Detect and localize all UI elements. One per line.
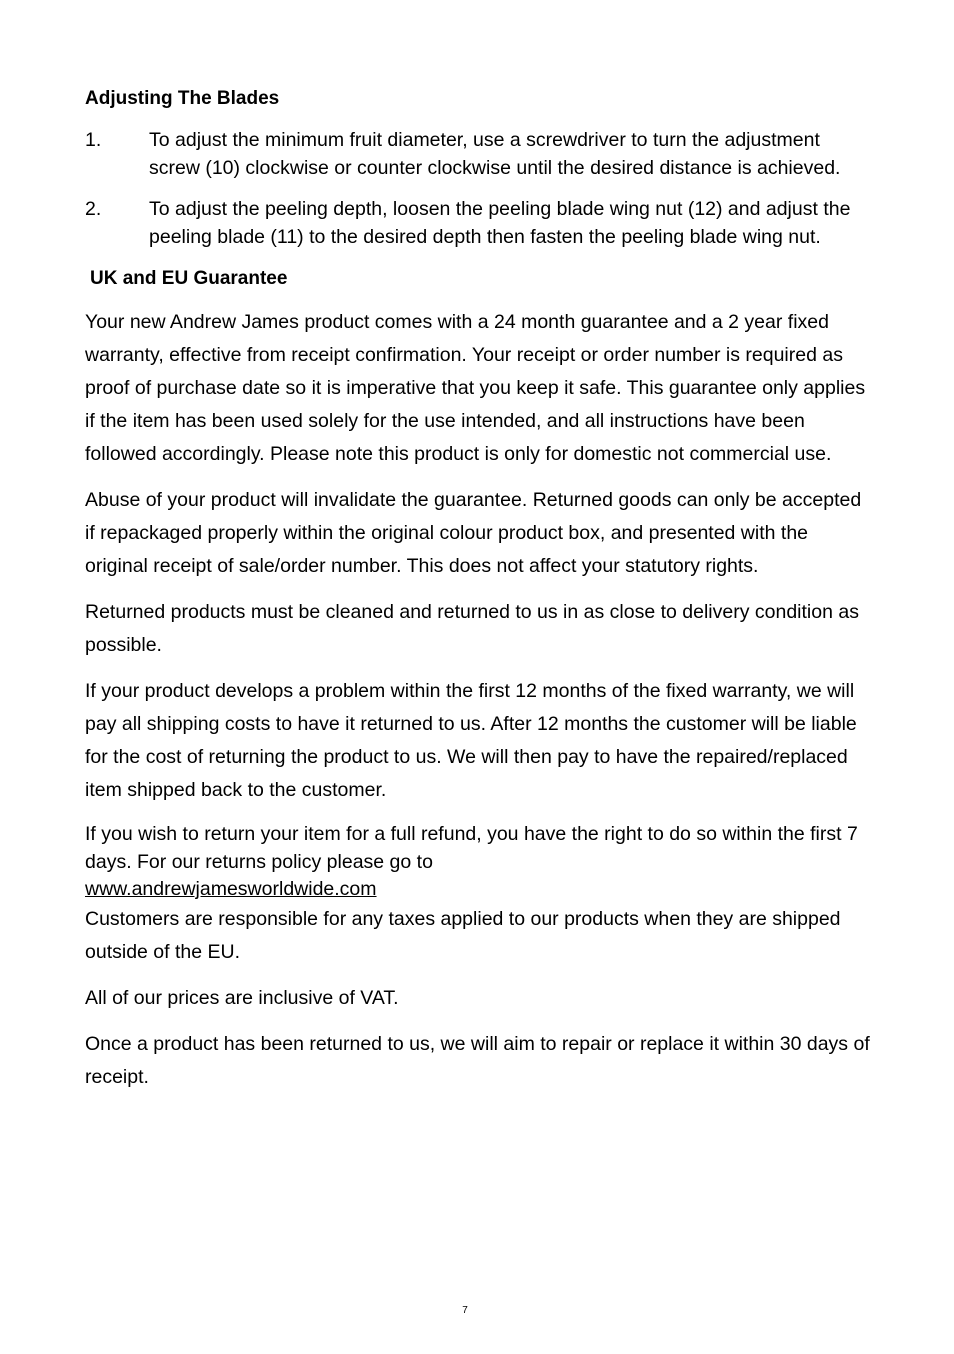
shipping-costs-paragraph: If your product develops a problem within the first 12 months of the fixed warranty, we will pay all shipping costs to have it returned to us. After 12 months the customer will be liable for the cost of returning the product to us. We will then pay to have the repaired/replaced item shipped back to the customer. [85,680,857,801]
step-text: To adjust the peeling depth, loosen the peeling blade wing nut (12) and adjust the peeling blade (11) to the desired depth then fasten the peeling blade wing nut. [149,198,851,248]
website-link[interactable]: www.andrewjamesworldwide.com [85,878,377,900]
step-item [85,196,870,251]
document-page [85,85,870,1107]
adjusting-blades-heading: Adjusting The Blades [85,88,280,109]
refund-paragraph: If you wish to return your item for a full refund, you have the right to do so within the first 7 days. For our returns policy please go to [85,823,858,873]
taxes-paragraph: Customers are responsible for any taxes applied to our products when they are shipped outside of the EU. [85,908,841,963]
step-number: 1. [85,129,102,151]
returned-products-paragraph: Returned products must be cleaned and returned to us in as close to delivery condition as possible. [85,601,859,656]
vat-paragraph: All of our prices are inclusive of VAT. [85,987,399,1009]
refund-block [85,820,870,969]
guarantee-paragraph: Your new Andrew James product comes with a 24 month guarantee and a 2 year fixed warranty, effective from receipt confirmation. Your receipt or order number is required as proof of purchase date so it is imperative that you keep it safe. This guarantee only applies if the item has been used solely for the use intended, and all instructions have been followed accordingly. Please note this product is only for domestic not commercial use. [85,311,866,465]
repair-paragraph: Once a product has been returned to us, we will aim to repair or replace it within 30 days of receipt. [85,1033,870,1088]
guarantee-heading: UK and EU Guarantee [90,268,288,289]
step-number: 2. [85,198,102,220]
step-item [85,127,870,182]
page-number: 7 [462,1305,468,1316]
abuse-paragraph: Abuse of your product will invalidate the guarantee. Returned goods can only be accepted if repackaged properly within the original colour product box, and presented with the original receipt of sale/order number. This does not affect your statutory rights. [85,489,862,577]
step-text: To adjust the minimum fruit diameter, use a screwdriver to turn the adjustment screw (10) clockwise or counter clockwise until the desired distance is achieved. [149,129,841,179]
